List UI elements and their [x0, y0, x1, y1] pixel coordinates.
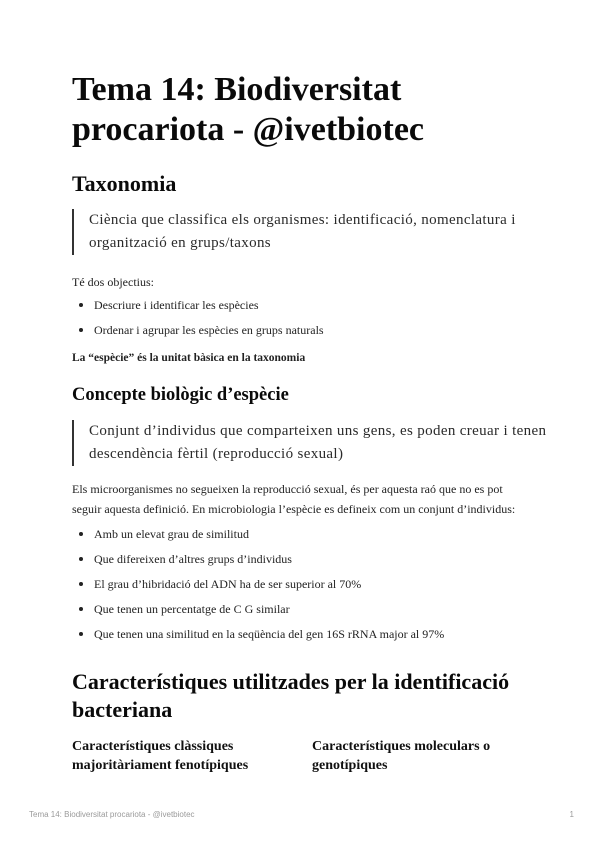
bullet-icon [79, 582, 83, 586]
bullet-icon [79, 557, 83, 561]
list-item-text: Amb un elevat grau de similitud [94, 527, 249, 541]
list-item [72, 295, 324, 320]
section-heading-concepte: Concepte biològic d’espècie [72, 385, 289, 405]
list-item-text: El grau d’hibridació del ADN ha de ser superior al 70% [94, 577, 362, 591]
list-item-text: Que difereixen d’altres grups d’individus [94, 552, 292, 566]
footer-title: Tema 14: Biodiversitat procariota - @ivetbiotec [29, 810, 195, 819]
list-item [72, 599, 444, 624]
bullet-list [72, 524, 444, 649]
column-heading-moleculars: Característiques moleculars o genotípiques [312, 739, 491, 773]
definition-quote: Ciència que classifica els organismes: identificació, nomenclatura i organització en grups/taxons [72, 209, 529, 255]
bullet-list [72, 295, 324, 345]
bullet-icon [79, 607, 83, 611]
section-heading-caracteristiques: Característiques utilitzades per la identificació bacteriana [72, 669, 510, 722]
bullet-icon [79, 303, 83, 307]
bold-note: La “espècie” és la unitat bàsica en la taxonomia [72, 352, 306, 364]
list-item-text: Ordenar i agrupar les espècies en grups naturals [94, 323, 324, 337]
bullet-icon [79, 632, 83, 636]
list-item [72, 320, 324, 345]
page-number: 1 [569, 810, 574, 819]
paragraph: Els microorganismes no segueixen la reproducció sexual, és per aquesta raó que no es pot seguir aquesta definició. En microbiologia l’espècie es defineix com un conjunt d’individus: [72, 482, 516, 516]
bullet-icon [79, 532, 83, 536]
definition-quote: Conjunt d’individus que comparteixen uns gens, es poden creuar i tenen descendència fèrtil (reproducció sexual) [72, 420, 549, 466]
list-item [72, 524, 444, 549]
list-item [72, 574, 444, 599]
list-item [72, 624, 444, 649]
bullet-icon [79, 328, 83, 332]
list-item-text: Descriure i identificar les espècies [94, 298, 259, 312]
list-item-text: Que tenen un percentatge de C G similar [94, 602, 290, 616]
list-item [72, 549, 444, 574]
section-heading-taxonomia: Taxonomia [72, 171, 177, 196]
list-item-text: Que tenen una similitud en la seqüència del gen 16S rRNA major al 97% [94, 627, 445, 641]
paragraph: Té dos objectius: [72, 275, 154, 289]
page-title: Tema 14: Biodiversitat procariota - @ivetbiotec [72, 71, 425, 148]
column-heading-classiques: Característiques clàssiques majoritàriament fenotípiques [72, 739, 249, 773]
